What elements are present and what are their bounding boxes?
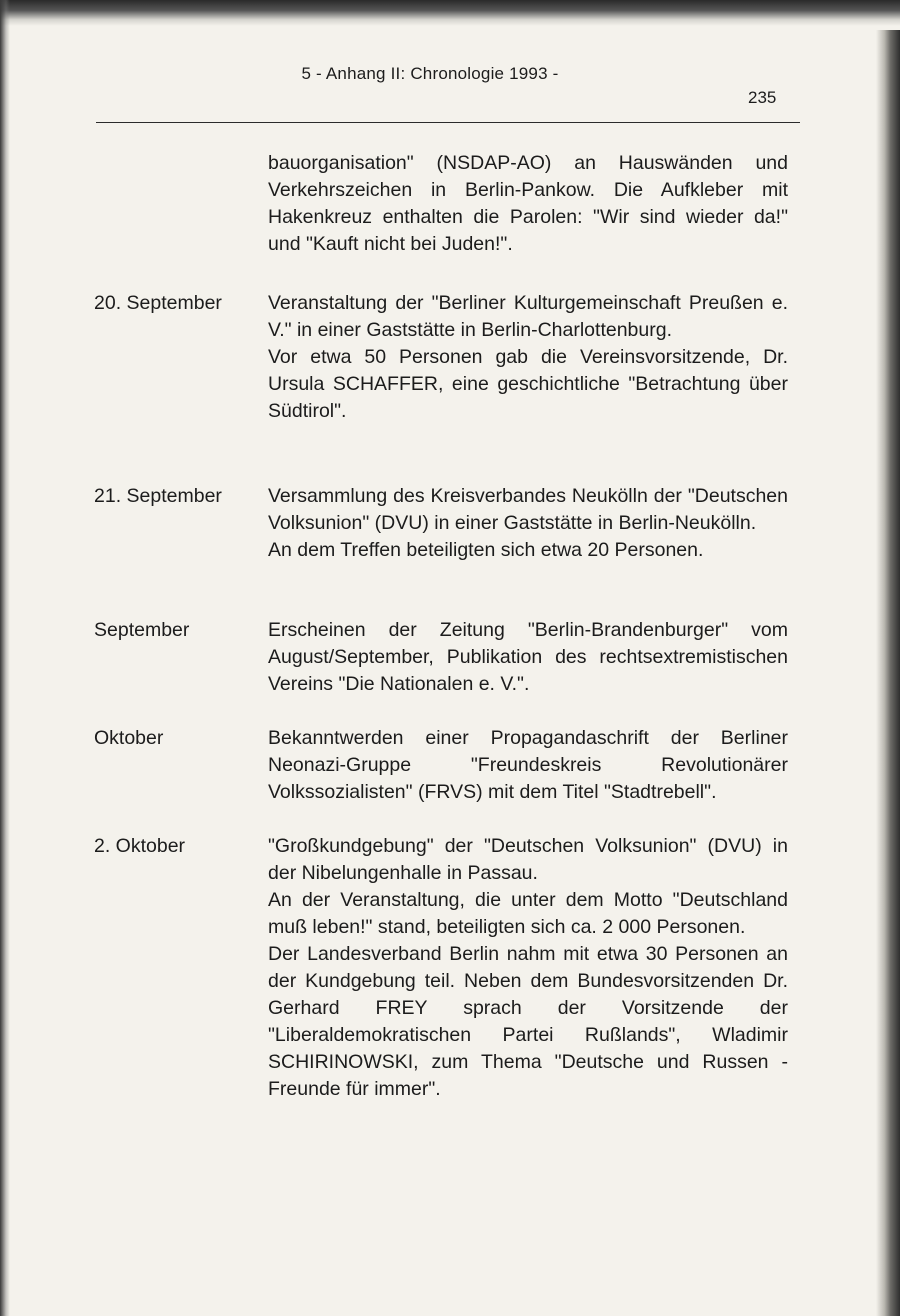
- entry-text: [268, 150, 788, 258]
- entry-date: 2. Oktober: [94, 835, 186, 857]
- entry-text: [268, 483, 788, 564]
- entry-date: September: [94, 619, 190, 641]
- running-head: 5 - Anhang II: Chronologie 1993 -: [301, 64, 559, 83]
- entry-paragraph: Erscheinen der Zeitung "Berlin-Brandenburger" vom August/September, Publikation des rechtsextremistischen Vereins "Die Nationalen e. V.".: [268, 619, 788, 695]
- entry-paragraph: Der Landesverband Berlin nahm mit etwa 30 Personen an der Kundgebung teil. Neben dem Bundesvorsitzenden Dr. Gerhard FREY sprach der Vorsitzende der "Liberaldemokratischen Partei Rußlands", Wladimir SCHIRINOWSKI, zum Thema "Deutsche und Russen - Freunde für immer".: [268, 943, 788, 1100]
- entry-date: 20. September: [94, 292, 222, 314]
- entry-paragraph: bauorganisation" (NSDAP-AO) an Hauswänden und Verkehrszeichen in Berlin-Pankow. Die Aufkleber mit Hakenkreuz enthalten die Parolen: "Wir sind wieder da!" und "Kauft nicht bei Juden!".: [268, 152, 788, 255]
- chronology-list: [0, 150, 900, 1103]
- entry-paragraph: Veranstaltung der "Berliner Kulturgemeinschaft Preußen e. V." in einer Gaststätte in Berlin-Charlottenburg.: [268, 292, 788, 341]
- page-number: 235: [748, 88, 777, 107]
- chronology-entry: [0, 290, 900, 483]
- entry-paragraph: "Großkundgebung" der "Deutschen Volksunion" (DVU) in der Nibelungenhalle in Passau.: [268, 835, 788, 884]
- entry-text: [268, 833, 788, 1103]
- entry-text: [268, 617, 788, 698]
- chronology-entry: [0, 150, 900, 290]
- entry-paragraph: Vor etwa 50 Personen gab die Vereinsvorsitzende, Dr. Ursula SCHAFFER, eine geschichtliche "Betrachtung über Südtirol".: [268, 346, 788, 422]
- chronology-entry: [0, 483, 900, 617]
- chronology-entry: [0, 725, 900, 833]
- entry-paragraph: Versammlung des Kreisverbandes Neukölln der "Deutschen Volksunion" (DVU) in einer Gaststätte in Berlin-Neukölln.: [268, 485, 788, 534]
- chronology-entry: [0, 617, 900, 725]
- chronology-entry: [0, 833, 900, 1103]
- scan-top-shadow: [0, 0, 900, 26]
- entry-paragraph: An der Veranstaltung, die unter dem Motto "Deutschland muß leben!" stand, beteiligten sich ca. 2 000 Personen.: [268, 889, 788, 938]
- header-rule: [96, 122, 800, 123]
- entry-date: Oktober: [94, 727, 164, 749]
- entry-paragraph: Bekanntwerden einer Propagandaschrift der Berliner Neonazi-Gruppe "Freundeskreis Revolutionärer Volkssozialisten" (FRVS) mit dem Titel "Stadtrebell".: [268, 727, 788, 803]
- entry-paragraph: An dem Treffen beteiligten sich etwa 20 Personen.: [268, 539, 704, 561]
- entry-date: 21. September: [94, 485, 222, 507]
- entry-text: [268, 290, 788, 425]
- entry-text: [268, 725, 788, 806]
